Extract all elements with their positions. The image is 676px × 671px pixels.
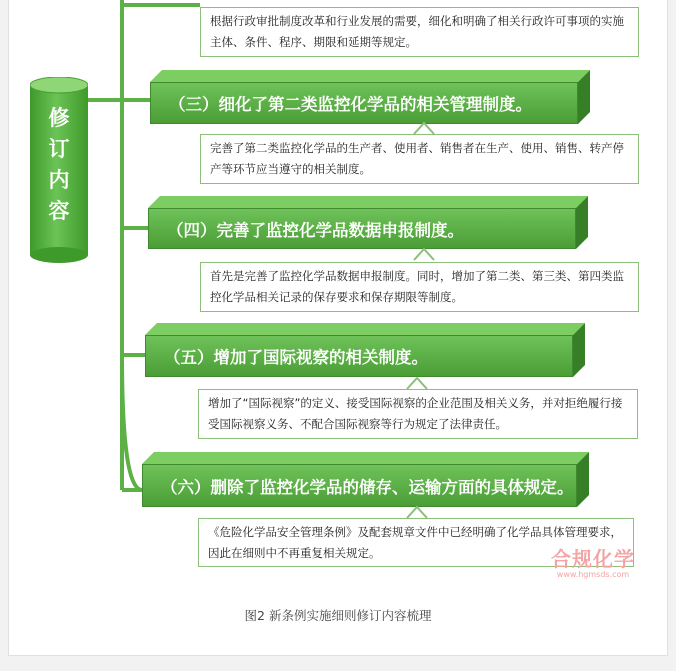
section-bar: [142, 452, 589, 507]
watermark-logo: [543, 548, 643, 580]
watermark-url: www.hgmsds.com: [556, 570, 630, 579]
up-arrow-icon: [405, 375, 429, 390]
section-desc: 增加了“国际视察”的定义、接受国际视察的企业范围及相关义务，并对拒绝履行接受国际视察义务、不配合国际视察等行为规定了法律责任。: [208, 396, 623, 431]
section-desc: 完善了第二类监控化学品的生产者、使用者、销售者在生产、使用、销售、转产停产等环节应当遵守的相关制度。: [210, 141, 624, 176]
section-desc-box: [200, 7, 639, 57]
up-arrow-icon: [405, 504, 429, 519]
section-desc-box: [200, 134, 639, 184]
section-desc-box: [198, 389, 638, 439]
section-bar: [150, 70, 590, 124]
up-arrow-icon: [412, 246, 436, 261]
side-label-char: 订: [48, 137, 70, 161]
section-bar: [145, 323, 585, 377]
up-arrow-icon: [412, 120, 436, 135]
side-label: [30, 103, 88, 227]
figure-caption: 图2 新条例实施细则修订内容梳理: [244, 608, 432, 623]
section-title: （三）细化了第二类监控化学品的相关管理制度。: [150, 82, 578, 124]
section-desc: 《危险化学品安全管理条例》及配套规章文件中已经明确了化学品具体管理要求，因此在细则中不再重复相关规定。: [208, 525, 622, 560]
section-desc: 根据行政审批制度改革和行业发展的需要，细化和明确了相关行政许可事项的实施主体、条件、程序、期限和延期等规定。: [210, 14, 624, 49]
section-title: （六）删除了监控化学品的储存、运输方面的具体规定。: [142, 464, 577, 507]
section-desc-box: [200, 262, 639, 312]
watermark-name: 合规化学: [551, 547, 635, 571]
section-title: （四）完善了监控化学品数据申报制度。: [148, 208, 576, 249]
section-title: （五）增加了国际视察的相关制度。: [145, 335, 573, 377]
side-label-char: 容: [48, 199, 70, 223]
side-label-char: 内: [48, 168, 70, 192]
section-bar: [148, 196, 588, 249]
section-desc: 首先是完善了监控化学品数据申报制度。同时，增加了第二类、第三类、第四类监控化学品相关记录的保存要求和保存期限等制度。: [210, 269, 624, 304]
side-label-char: 修: [48, 106, 70, 130]
